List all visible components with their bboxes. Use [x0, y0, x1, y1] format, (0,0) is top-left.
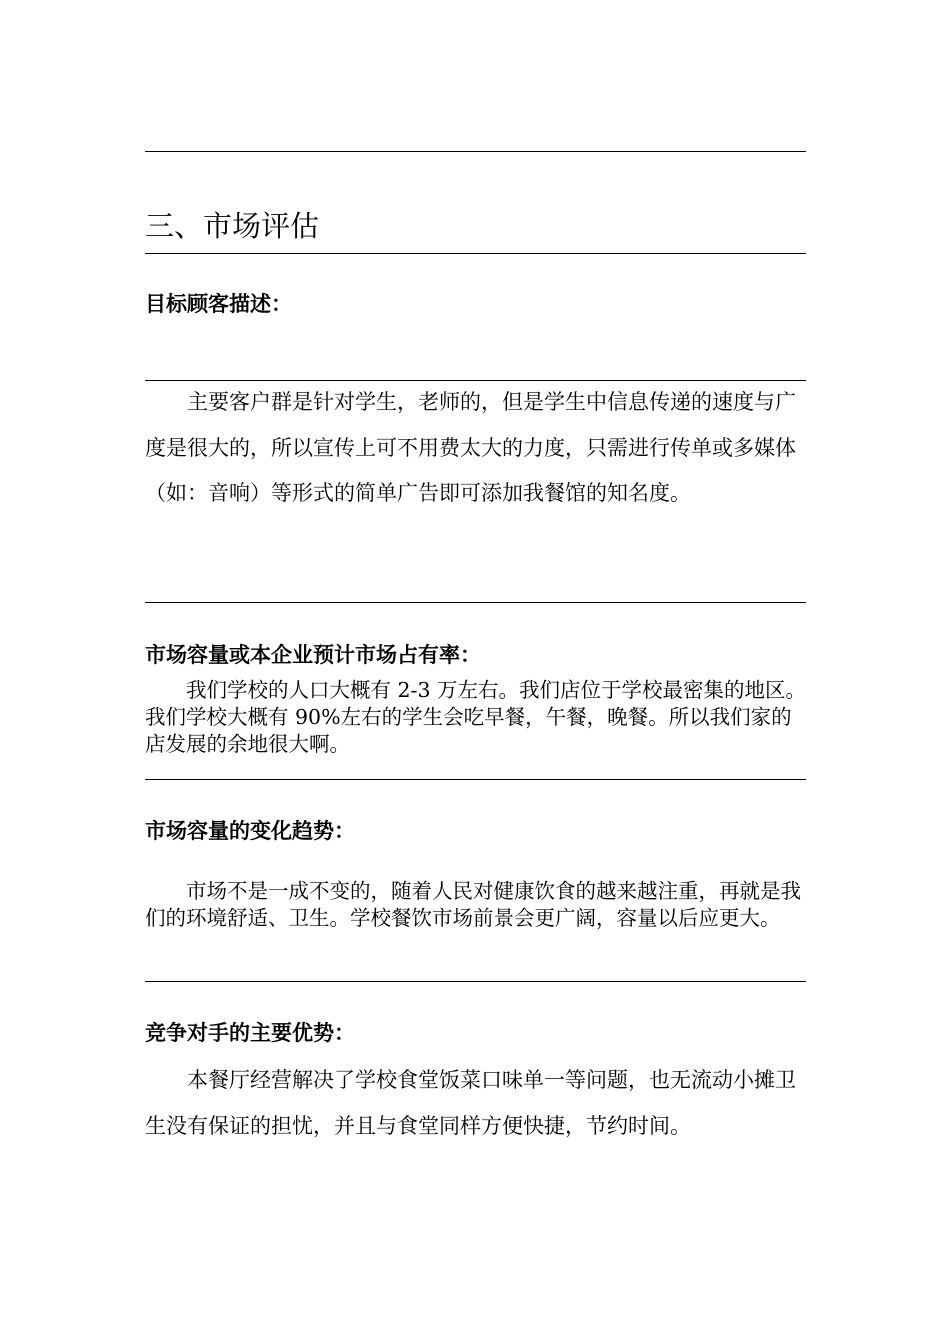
section-title: 三、市场评估 [145, 209, 320, 243]
competitor-advantage-heading: 竞争对手的主要优势： [145, 1021, 355, 1045]
market-share-text: 我们学校的人口大概有 2-3 万左右。我们店位于学校最密集的地区。我们学校大概有 90%左右的学生会吃早餐，午餐，晚餐。所以我们家的店发展的余地很大啊。 [145, 678, 807, 756]
target-customers-heading: 目标顾客描述： [145, 292, 292, 316]
divider-line [145, 602, 806, 603]
market-trend-heading: 市场容量的变化趋势： [145, 819, 355, 843]
divider-line [145, 981, 806, 982]
divider-line [145, 253, 806, 254]
competitor-advantage-text: 本餐厅经营解决了学校食堂饭菜口味单一等问题，也无流动小摊卫生没有保证的担忧，并且与食堂同样方便快捷，节约时间。 [145, 1068, 796, 1138]
divider-line [145, 779, 806, 780]
market-trend-text: 市场不是一成不变的，随着人民对健康饮食的越来越注重，再就是我们的环境舒适、卫生。学校餐饮市场前景会更广阔，容量以后应更大。 [145, 879, 801, 930]
divider-line [145, 151, 806, 152]
target-customers-text: 主要客户群是针对学生，老师的，但是学生中信息传递的速度与广度是很大的，所以宣传上可不用费太大的力度，只需进行传单或多媒体（如：音响）等形式的简单广告即可添加我餐馆的知名度。 [145, 390, 796, 505]
market-share-heading: 市场容量或本企业预计市场占有率： [145, 643, 481, 667]
